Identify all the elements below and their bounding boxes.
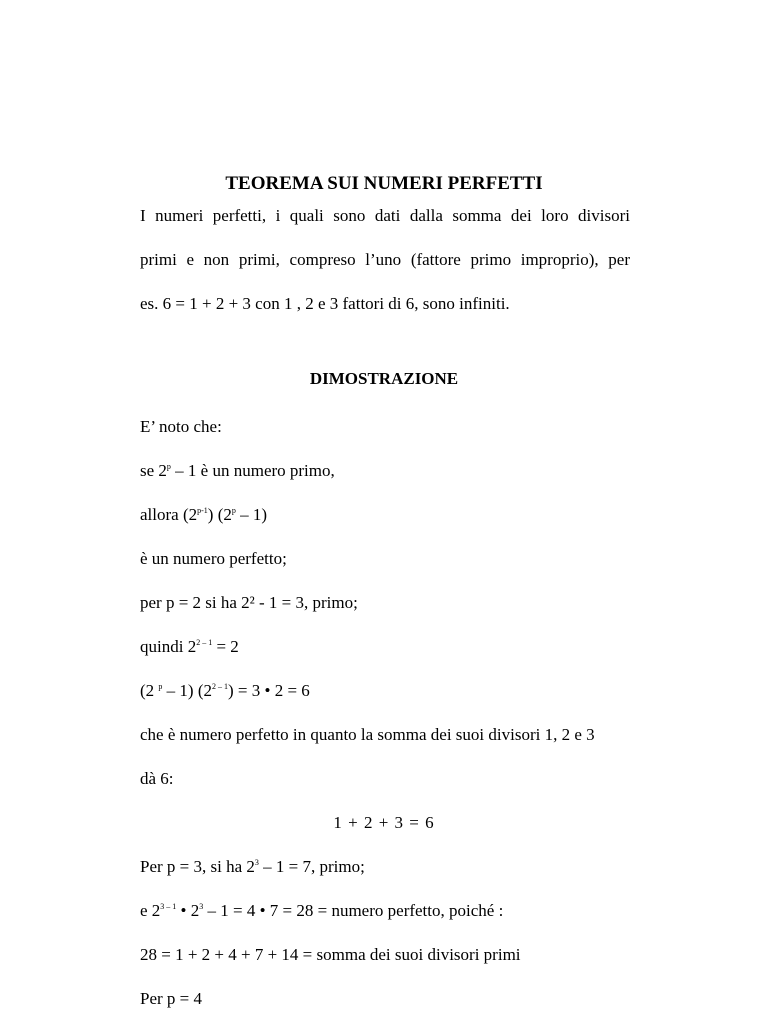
intro-line-1: I numeri perfetti, i quali sono dati dalla somma dei loro divisori [140, 206, 630, 225]
text-span: quindi 2 [140, 637, 197, 656]
section-heading: DIMOSTRAZIONE [309, 369, 459, 388]
superscript: p-1 [197, 506, 208, 515]
intro-line-3: es. 6 = 1 + 2 + 3 con 1 , 2 e 3 fattori di 6, sono infiniti. [140, 294, 510, 313]
text-line-allora [140, 503, 267, 527]
text-line-perfetto: è un numero perfetto; [140, 549, 287, 568]
text-span: • 2 [176, 901, 200, 920]
text-span: Per p = 3, si ha 2 [140, 857, 255, 876]
text-line-per-p2: per p = 2 si ha 2² - 1 = 3, primo; [140, 593, 358, 612]
text-line-quindi [140, 635, 239, 659]
superscript: p [158, 682, 163, 691]
text-line-noto: E’ noto che: [140, 417, 222, 436]
text-line-che: che è numero perfetto in quanto la somma dei suoi divisori 1, 2 e 3 [140, 725, 595, 744]
text-span: ) (2 [207, 505, 232, 524]
text-span: = 2 [212, 637, 239, 656]
equation-sum-6: 1 + 2 + 3 = 6 [333, 813, 435, 832]
text-span: – 1 è un numero primo, [170, 461, 335, 480]
text-span: se 2 [140, 461, 167, 480]
text-span: – 1) [235, 505, 268, 524]
superscript: 3 – 1 [160, 902, 177, 911]
superscript: 3 [254, 858, 259, 867]
superscript: p [166, 462, 171, 471]
superscript: 3 [199, 902, 204, 911]
text-span: – 1 = 7, primo; [258, 857, 365, 876]
text-line-se [140, 459, 335, 483]
superscript: 2 – 1 [196, 638, 213, 647]
text-line-per-p4: Per p = 4 [140, 989, 202, 1008]
superscript: 2 – 1 [212, 682, 228, 691]
page-title: TEOREMA SUI NUMERI PERFETTI [225, 173, 543, 194]
text-line-da6: dà 6: [140, 769, 174, 788]
intro-line-2: primi e non primi, compreso l’uno (fattore primo improprio), per [140, 250, 630, 269]
text-span: allora (2 [140, 505, 198, 524]
superscript: p [231, 506, 236, 515]
intro-paragraph [140, 204, 630, 336]
text-span: (2 [140, 681, 159, 700]
text-line-sum-28: 28 = 1 + 2 + 4 + 7 + 14 = somma dei suoi divisori primi [140, 945, 521, 964]
text-line-product [140, 679, 310, 703]
text-span: e 2 [140, 901, 161, 920]
text-span: – 1) (2 [162, 681, 212, 700]
text-line-per-p3 [140, 855, 365, 879]
text-span: – 1 = 4 • 7 = 28 = numero perfetto, poiché : [203, 901, 504, 920]
text-span: ) = 3 • 2 = 6 [228, 681, 310, 700]
text-line-e [140, 899, 503, 923]
